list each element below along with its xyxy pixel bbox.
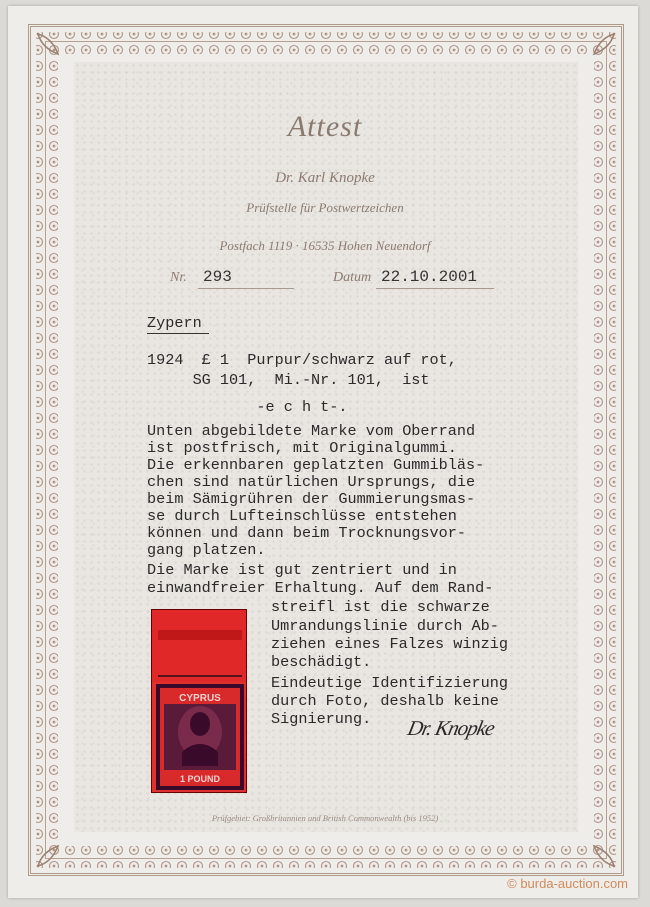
side-line: ziehen eines Falzes winzig [271, 635, 508, 653]
examiner-office: Prüfstelle für Postwertzeichen [246, 200, 404, 215]
side-line: Eindeutige Identifizierung [271, 674, 508, 692]
signature: Dr. Knopke [405, 716, 497, 740]
number-underline [198, 288, 294, 289]
description-line: chen sind natürlichen Ursprungs, die [147, 473, 476, 491]
certificate-footer: Prüfgebiet: Großbritannien und British Commonwealth (bis 1952) [211, 813, 439, 823]
date-label: Datum [333, 270, 372, 285]
side-line: beschädigt. [271, 653, 372, 671]
country-underline [147, 333, 209, 334]
side-line: Signierung. [271, 710, 372, 728]
stamp-line: SG 101, Mi.-Nr. 101, ist [147, 371, 430, 389]
stamp-country-text: CYPRUS [179, 693, 221, 704]
stamp-line: 1924 £ 1 Purpur/schwarz auf rot, [147, 351, 457, 369]
description-line: einwandfreier Erhaltung. Auf dem Rand- [147, 579, 494, 597]
stamp-line-genuine: -e c h t-. [147, 398, 348, 416]
description-line: Die Marke ist gut zentriert und in [147, 561, 457, 579]
examiner-address: Postfach 1119 · 16535 Hohen Neuendorf [219, 238, 431, 253]
description-line: beim Sämigrühren der Gummierungsmas- [147, 490, 476, 508]
country-heading: Zypern [147, 314, 202, 332]
examiner-name: Dr. Karl Knopke [275, 170, 375, 186]
side-line: Umrandungslinie durch Ab- [271, 617, 499, 635]
description-line: gang platzen. [147, 541, 266, 559]
side-line: durch Foto, deshalb keine [271, 692, 499, 710]
date-value: 22.10.2001 [381, 268, 478, 286]
stamp-photo [151, 609, 247, 793]
description-line: können und dann beim Trocknungsvor- [147, 524, 466, 542]
stamp-illustration [152, 610, 247, 793]
number-value: 293 [203, 268, 232, 286]
description-line: Die erkennbaren geplatzten Gummibläs- [147, 456, 485, 474]
number-label: Nr. [170, 270, 187, 285]
description-line: se durch Lufteinschlüsse entstehen [147, 507, 457, 525]
description-line: ist postfrisch, mit Originalgummi. [147, 439, 457, 457]
certificate-title: Attest [287, 110, 363, 143]
stamp-value-text: 1 POUND [179, 774, 221, 784]
description-line: Unten abgebildete Marke vom Oberrand [147, 422, 476, 440]
date-underline [376, 288, 494, 289]
side-line: streifl ist die schwarze [271, 598, 490, 616]
watermark: © burda-auction.com [507, 876, 628, 891]
